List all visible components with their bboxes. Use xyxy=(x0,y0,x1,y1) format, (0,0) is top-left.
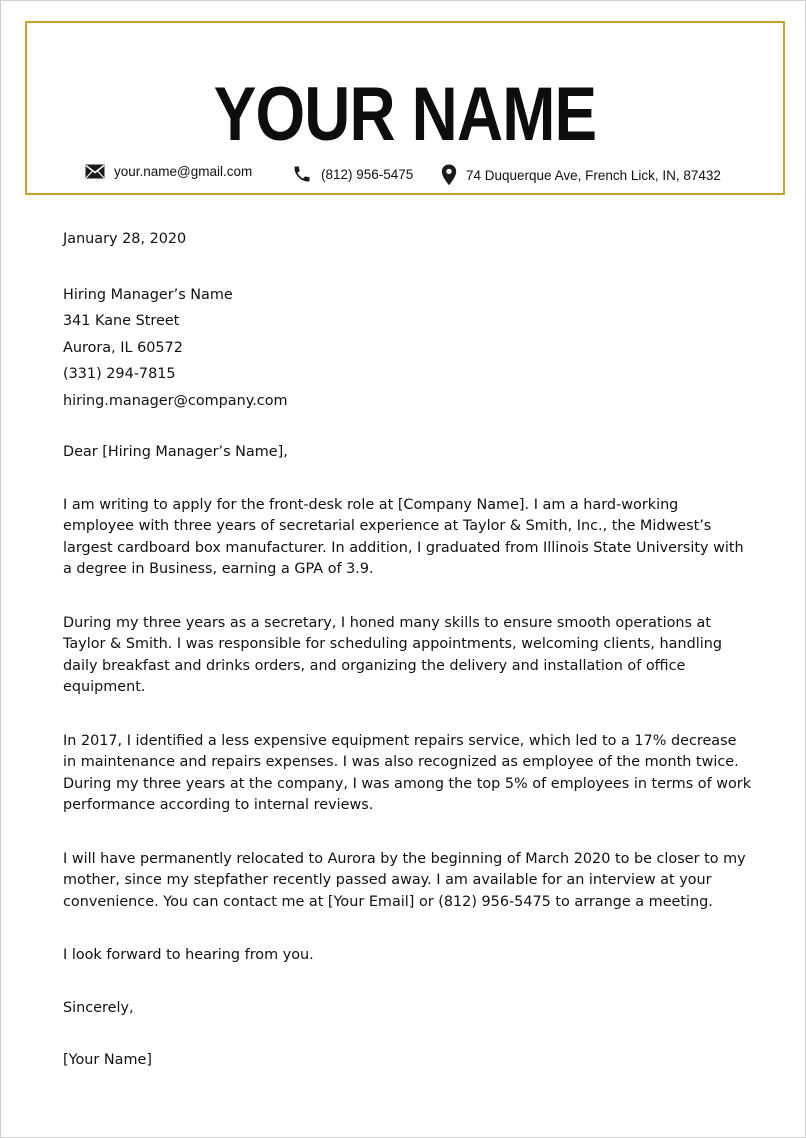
recipient-phone: (331) 294-7815 xyxy=(63,366,176,382)
salutation: Dear [Hiring Manager’s Name], xyxy=(63,444,288,460)
contact-email xyxy=(85,164,252,179)
signoff: Sincerely, xyxy=(63,999,134,1016)
recipient-block xyxy=(63,282,753,415)
envelope-icon xyxy=(85,164,105,179)
phone-text: (812) 956-5475 xyxy=(321,166,414,182)
signature: [Your Name] xyxy=(63,1052,152,1068)
recipient-email: hiring.manager@company.com xyxy=(63,392,288,409)
closing-line: I look forward to hearing from you. xyxy=(63,947,314,963)
recipient-city: Aurora, IL 60572 xyxy=(63,339,183,356)
contact-address xyxy=(441,164,721,186)
paragraph-availability: I will have permanently relocated to Aurora by the beginning of March 2020 to be closer to my mother, since my stepfather recently passed away. I am available for an interview at your convenience. You can contact me at [Your Email] or (812) 956-5475 to arrange a meeting. xyxy=(63,850,746,910)
contact-phone xyxy=(292,164,413,184)
paragraph-achievements: In 2017, I identified a less expensive equipment repairs service, which led to a 17% decrease in maintenance and repairs expenses. I was also recognized as employee of the month twice. During my three years at the company, I was among the top 5% of employees in terms of work performance according to internal reviews. xyxy=(63,732,752,813)
address-text: 74 Duquerque Ave, French Lick, IN, 87432 xyxy=(466,167,721,183)
recipient-name: Hiring Manager’s Name xyxy=(63,286,233,303)
letter-body xyxy=(63,229,753,1072)
phone-icon xyxy=(292,164,312,184)
recipient-street: 341 Kane Street xyxy=(63,313,180,329)
paragraph-experience: During my three years as a secretary, I honed many skills to ensure smooth operations at Taylor & Smith. I was responsible for scheduling appointments, welcoming clients, handling daily breakfast and drinks orders, and organizing the delivery and installation of office equipment. xyxy=(63,614,723,695)
email-text: your.name@gmail.com xyxy=(114,164,253,179)
paragraph-intro: I am writing to apply for the front-desk role at [Company Name]. I am a hard-working employee with three years of secretarial experience at Taylor & Smith, Inc., the Midwest’s largest cardboard box manufacturer. In addition, I graduated from Illinois State University with a degree in Business, earning a GPA of 3.9. xyxy=(63,496,744,577)
letter-date: January 28, 2020 xyxy=(63,231,187,247)
applicant-name: YOUR NAME xyxy=(213,72,597,157)
map-pin-icon xyxy=(441,164,457,186)
